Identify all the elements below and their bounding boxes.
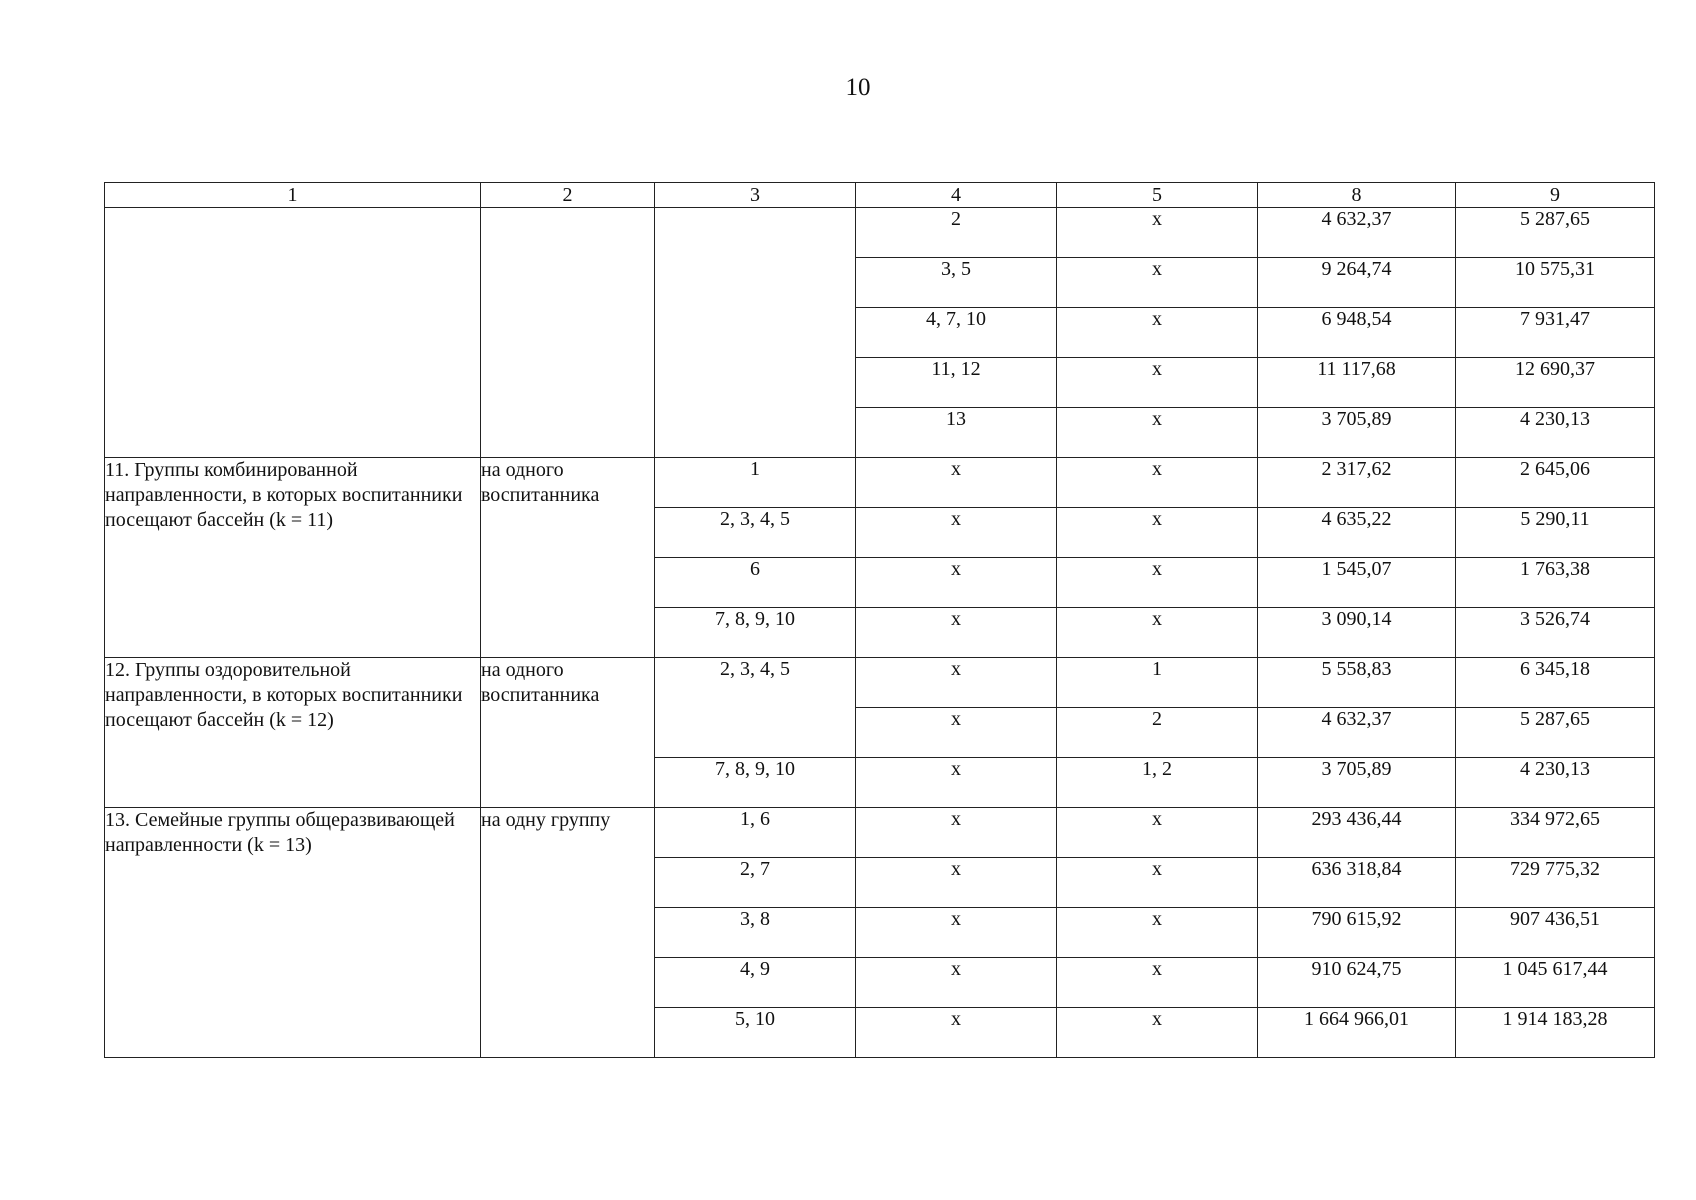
- cell-col4: х: [856, 508, 1057, 558]
- cell-col5: х: [1057, 358, 1258, 408]
- cell-col9: 5 287,65: [1456, 208, 1655, 258]
- cell-col9: 729 775,32: [1456, 858, 1655, 908]
- cell-col4: х: [856, 608, 1057, 658]
- cell-col9: 10 575,31: [1456, 258, 1655, 308]
- column-header: 5: [1057, 183, 1258, 208]
- cell-col4: 13: [856, 408, 1057, 458]
- cell-col8: 790 615,92: [1258, 908, 1456, 958]
- column-header: 8: [1258, 183, 1456, 208]
- cell-col8: 9 264,74: [1258, 258, 1456, 308]
- cell-col3: 1: [655, 458, 856, 508]
- group-name-cell: 13. Семейные группы общеразвивающей направленности (k = 13): [105, 808, 481, 1058]
- group-name-cell: 12. Группы оздоровительной направленности, в которых воспитанники посещают бассейн (k = 12): [105, 658, 481, 808]
- cell-col8: 2 317,62: [1258, 458, 1456, 508]
- cell-col9: 334 972,65: [1456, 808, 1655, 858]
- cell-col5: х: [1057, 258, 1258, 308]
- cell-col4: х: [856, 708, 1057, 758]
- cell-col9: 4 230,13: [1456, 758, 1655, 808]
- cell-col8: 4 632,37: [1258, 208, 1456, 258]
- column-header: 4: [856, 183, 1057, 208]
- cell-col4: 4, 7, 10: [856, 308, 1057, 358]
- cell-col8: 3 705,89: [1258, 758, 1456, 808]
- table-header-row: [105, 183, 1655, 208]
- cell-col8: 11 117,68: [1258, 358, 1456, 408]
- column-header: 9: [1456, 183, 1655, 208]
- cell-col5: х: [1057, 958, 1258, 1008]
- cell-col3: 2, 3, 4, 5: [655, 658, 856, 758]
- cell-col4: х: [856, 958, 1057, 1008]
- table-row: [105, 208, 1655, 258]
- cell-col4: х: [856, 458, 1057, 508]
- column-header: 2: [481, 183, 655, 208]
- cell-col9: 1 763,38: [1456, 558, 1655, 608]
- cell-col3: 2, 3, 4, 5: [655, 508, 856, 558]
- cell-col9: 6 345,18: [1456, 658, 1655, 708]
- table-row: [105, 658, 1655, 708]
- cell-col4: 3, 5: [856, 258, 1057, 308]
- cell-col5: 1: [1057, 658, 1258, 708]
- cell-col5: х: [1057, 808, 1258, 858]
- cell-col8: 3 705,89: [1258, 408, 1456, 458]
- cell-col5: х: [1057, 858, 1258, 908]
- cell-col4: х: [856, 758, 1057, 808]
- unit-cell: на одну группу: [481, 808, 655, 1058]
- table-row: [105, 458, 1655, 508]
- unit-cell: [481, 208, 655, 458]
- cell-col9: 1 914 183,28: [1456, 1008, 1655, 1058]
- cell-col9: 1 045 617,44: [1456, 958, 1655, 1008]
- cell-col9: 907 436,51: [1456, 908, 1655, 958]
- cell-col4: 2: [856, 208, 1057, 258]
- column-header: 3: [655, 183, 856, 208]
- cell-col9: 3 526,74: [1456, 608, 1655, 658]
- cell-col5: 1, 2: [1057, 758, 1258, 808]
- cell-col9: 12 690,37: [1456, 358, 1655, 408]
- cell-col8: 5 558,83: [1258, 658, 1456, 708]
- cell-col5: х: [1057, 558, 1258, 608]
- tariff-table: [104, 182, 1655, 1058]
- cell-col3: 7, 8, 9, 10: [655, 758, 856, 808]
- cell-col5: х: [1057, 608, 1258, 658]
- cell-col8: 293 436,44: [1258, 808, 1456, 858]
- cell-col4: х: [856, 908, 1057, 958]
- cell-col5: х: [1057, 208, 1258, 258]
- cell-col4: х: [856, 858, 1057, 908]
- cell-col8: 1 545,07: [1258, 558, 1456, 608]
- cell-col3: 2, 7: [655, 858, 856, 908]
- cell-col8: 1 664 966,01: [1258, 1008, 1456, 1058]
- cell-col5: х: [1057, 508, 1258, 558]
- cell-col3: 7, 8, 9, 10: [655, 608, 856, 658]
- cell-col5: 2: [1057, 708, 1258, 758]
- unit-cell: на одного воспитанника: [481, 458, 655, 658]
- cell-col3: 4, 9: [655, 958, 856, 1008]
- cell-col5: х: [1057, 458, 1258, 508]
- cell-col8: 6 948,54: [1258, 308, 1456, 358]
- cell-col5: х: [1057, 308, 1258, 358]
- cell-col4: 11, 12: [856, 358, 1057, 408]
- group-name-cell: [105, 208, 481, 458]
- cell-col8: 4 635,22: [1258, 508, 1456, 558]
- cell-col3: 5, 10: [655, 1008, 856, 1058]
- cell-col9: 4 230,13: [1456, 408, 1655, 458]
- age-group-cell: [655, 208, 856, 458]
- cell-col4: х: [856, 1008, 1057, 1058]
- cell-col8: 910 624,75: [1258, 958, 1456, 1008]
- cell-col8: 4 632,37: [1258, 708, 1456, 758]
- cell-col4: х: [856, 808, 1057, 858]
- table-row: [105, 808, 1655, 858]
- cell-col3: 6: [655, 558, 856, 608]
- cell-col9: 2 645,06: [1456, 458, 1655, 508]
- group-name-cell: 11. Группы комбинированной направленности, в которых воспитанники посещают бассейн (k = 11): [105, 458, 481, 658]
- cell-col4: х: [856, 658, 1057, 708]
- unit-cell: на одного воспитанника: [481, 658, 655, 808]
- cell-col4: х: [856, 558, 1057, 608]
- cell-col9: 7 931,47: [1456, 308, 1655, 358]
- cell-col3: 1, 6: [655, 808, 856, 858]
- cell-col5: х: [1057, 408, 1258, 458]
- page-number: 10: [845, 74, 871, 101]
- cell-col3: 3, 8: [655, 908, 856, 958]
- cell-col5: х: [1057, 1008, 1258, 1058]
- cell-col8: 636 318,84: [1258, 858, 1456, 908]
- cell-col9: 5 287,65: [1456, 708, 1655, 758]
- cell-col8: 3 090,14: [1258, 608, 1456, 658]
- cell-col9: 5 290,11: [1456, 508, 1655, 558]
- cell-col5: х: [1057, 908, 1258, 958]
- column-header: 1: [105, 183, 481, 208]
